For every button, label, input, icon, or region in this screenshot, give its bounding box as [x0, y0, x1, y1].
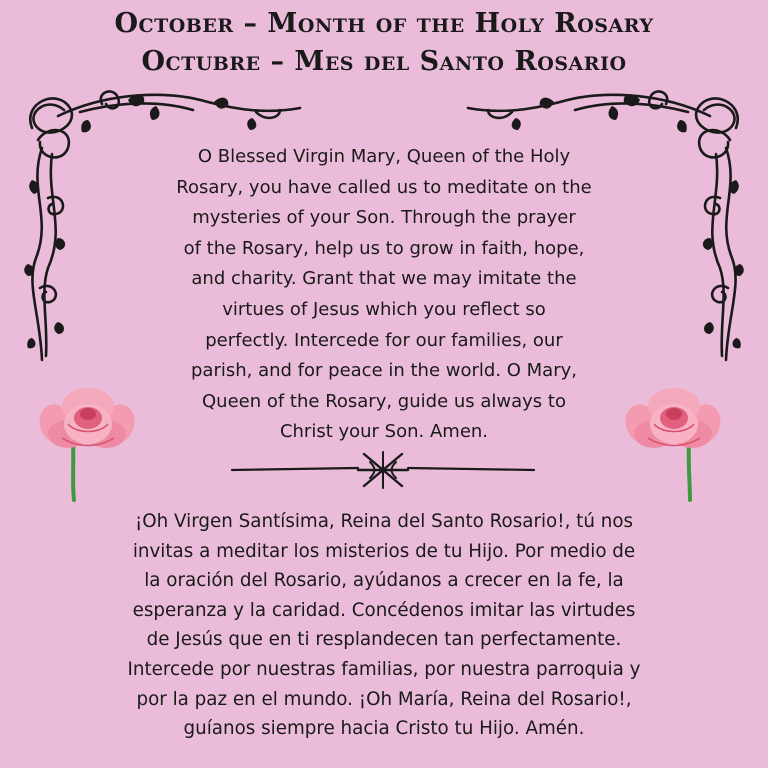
prayer-line: Rosary, you have called us to meditate on the [176, 176, 592, 198]
prayer-spanish [64, 507, 704, 744]
prayer-line: esperanza y la caridad. Concédenos imitar las virtudes [132, 599, 636, 621]
prayer-line: ¡Oh Virgen Santísima, Reina del Santo Rosario!, tú nos [134, 511, 634, 532]
pink-peony-icon [38, 384, 138, 502]
prayer-line: perfectly. Intercede for our families, our [205, 329, 563, 351]
prayer-line: Intercede por nuestras familias, por nuestra parroquia y [127, 658, 641, 680]
prayer-line: invitas a meditar los misterios de tu Hijo. Por medio de [132, 540, 636, 562]
prayer-line: la oración del Rosario, ayúdanos a crecer en la fe, la [144, 570, 624, 592]
prayer-line: de Jesús que en ti resplandecen tan perfectamente. [146, 629, 622, 651]
prayer-line: and charity. Grant that we may imitate the [191, 268, 577, 290]
ornamental-divider-icon [230, 448, 536, 492]
prayer-line: O Blessed Virgin Mary, Queen of the Holy [197, 146, 571, 167]
title-spanish: Octubre – Mes del Santo Rosario [141, 46, 627, 77]
prayer-line: guíanos siempre hacia Cristo tu Hijo. Amén. [183, 718, 585, 740]
title-english: October – Month of the Holy Rosary [114, 8, 654, 39]
prayer-line: por la paz en el mundo. ¡Oh María, Reina del Rosario!, [136, 688, 632, 710]
prayer-line: parish, and for peace in the world. O Mary, [191, 360, 577, 382]
prayer-line: of the Rosary, help us to grow in faith, hope, [183, 237, 585, 259]
prayer-line: mysteries of your Son. Through the prayer [192, 207, 576, 229]
pink-peony-icon [624, 384, 724, 502]
prayer-line: Christ your Son. Amen. [279, 421, 489, 443]
prayer-english [120, 142, 648, 448]
prayer-line: Queen of the Rosary, guide us always to [202, 390, 566, 412]
prayer-line: virtues of Jesus which you reflect so [222, 298, 546, 320]
